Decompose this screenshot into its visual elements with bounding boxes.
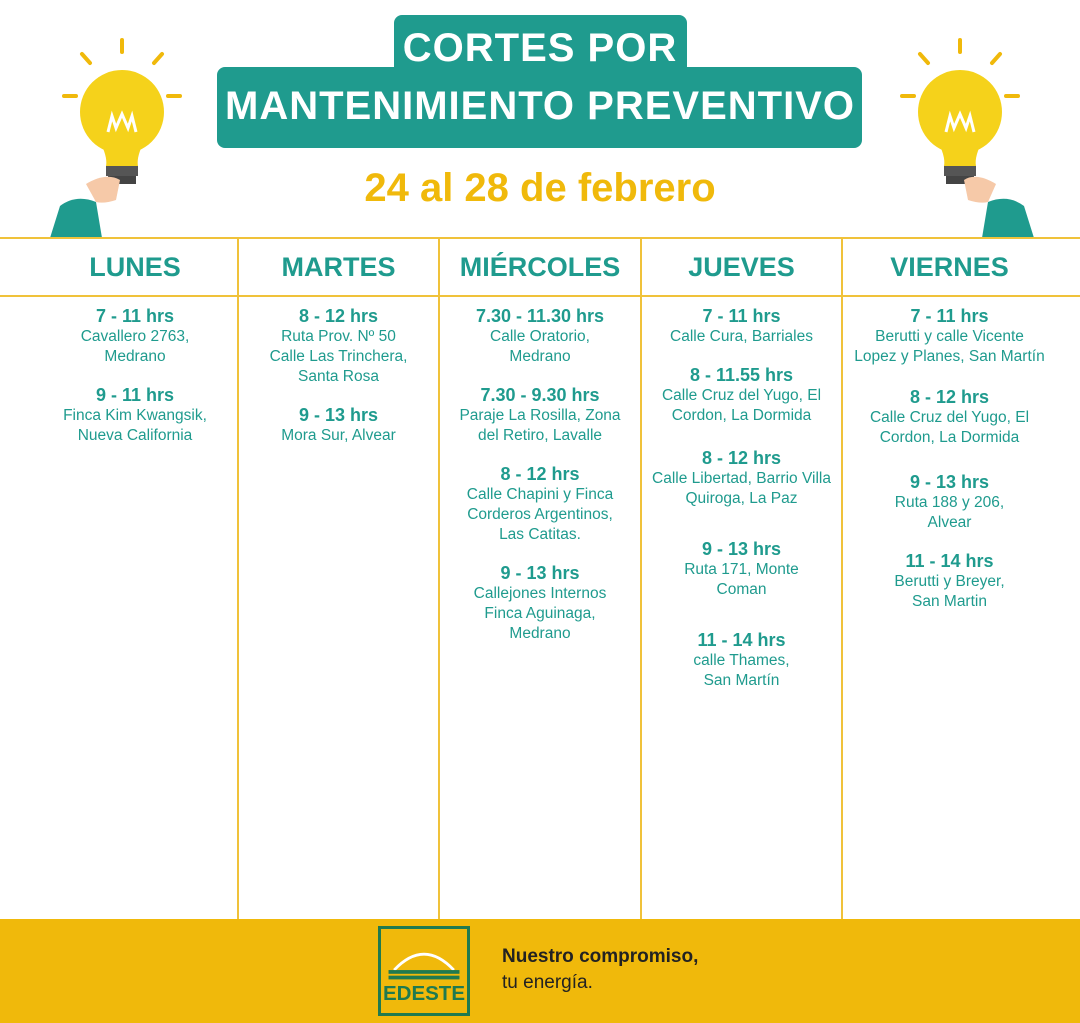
schedule-slot bbox=[33, 385, 237, 446]
schedule-slot bbox=[642, 448, 841, 509]
slot-place: Callejones Internos Finca Aguinaga, Medrano bbox=[473, 585, 607, 642]
slot-time: 7 - 11 hrs bbox=[910, 306, 989, 326]
schedule-slot bbox=[642, 539, 841, 600]
slots-list bbox=[642, 296, 841, 691]
schedule-slot bbox=[843, 551, 1056, 612]
title-line-1: CORTES POR bbox=[402, 26, 678, 70]
slot-place: Calle Libertad, Barrio Villa Quiroga, La Paz bbox=[652, 470, 831, 507]
slot-time: 9 - 13 hrs bbox=[500, 563, 580, 583]
slots-list bbox=[239, 296, 438, 446]
slot-time: 11 - 14 hrs bbox=[697, 630, 786, 650]
slot-place: Berutti y calle Vicente Lopez y Planes, San Martín bbox=[854, 328, 1045, 365]
title-line-2: MANTENIMIENTO PREVENTIVO bbox=[225, 84, 855, 128]
schedule-slot bbox=[239, 405, 438, 446]
slot-place: Calle Oratorio, Medrano bbox=[490, 328, 590, 365]
slot-time: 11 - 14 hrs bbox=[905, 551, 994, 571]
day-column-lunes bbox=[33, 238, 237, 919]
slot-place: Calle Cruz del Yugo, El Cordon, La Dormida bbox=[869, 409, 1030, 446]
logo-text: EDESTE bbox=[382, 981, 466, 1005]
slot-place: Finca Kim Kwangsik, Nueva California bbox=[63, 407, 207, 444]
day-header: MARTES bbox=[281, 251, 396, 282]
edeste-logo bbox=[378, 926, 470, 1016]
slots-list bbox=[440, 296, 640, 644]
schedule-slot bbox=[440, 563, 640, 644]
slot-time: 7 - 11 hrs bbox=[702, 306, 781, 326]
day-header: JUEVES bbox=[688, 251, 795, 282]
slot-time: 7 - 11 hrs bbox=[95, 306, 175, 326]
day-column-miercoles bbox=[440, 238, 640, 919]
slot-place: Cavallero 2763, Medrano bbox=[80, 328, 190, 365]
schedule-slot bbox=[843, 306, 1056, 367]
schedule-slot bbox=[33, 306, 237, 367]
slot-place: Mora Sur, Alvear bbox=[281, 427, 396, 444]
slot-place: Ruta 171, Monte Coman bbox=[684, 561, 799, 598]
slot-time: 8 - 12 hrs bbox=[909, 387, 990, 407]
slots-list bbox=[843, 296, 1056, 612]
day-header: MIÉRCOLES bbox=[459, 251, 621, 282]
slogan-line-2: tu energía. bbox=[502, 972, 593, 993]
slot-place: Paraje La Rosilla, Zona del Retiro, Lavalle bbox=[459, 407, 621, 444]
slot-time: 7.30 - 9.30 hrs bbox=[480, 385, 600, 405]
schedule-slot bbox=[843, 387, 1056, 448]
slot-place: Ruta 188 y 206, Alvear bbox=[894, 494, 1005, 531]
schedule-slot bbox=[642, 306, 841, 347]
schedule-slot bbox=[440, 306, 640, 367]
slot-place: Berutti y Breyer, San Martin bbox=[894, 573, 1005, 610]
schedule-slot bbox=[440, 464, 640, 545]
schedule-slot bbox=[239, 306, 438, 387]
schedule-slot bbox=[642, 365, 841, 426]
schedule-slot bbox=[843, 472, 1056, 533]
slots-list bbox=[33, 296, 237, 446]
lightbulb-hand-icon bbox=[46, 34, 196, 238]
day-header: VIERNES bbox=[890, 251, 1009, 282]
slot-time: 9 - 13 hrs bbox=[701, 539, 782, 559]
footer-bar bbox=[0, 919, 1080, 1023]
slot-time: 9 - 13 hrs bbox=[909, 472, 990, 492]
slot-place: Ruta Prov. Nº 50 Calle Las Trinchera, Santa Rosa bbox=[269, 328, 408, 385]
slot-place: calle Thames, San Martín bbox=[693, 652, 790, 689]
slot-time: 8 - 12 hrs bbox=[500, 464, 580, 484]
day-column-jueves bbox=[642, 238, 841, 919]
slot-time: 9 - 11 hrs bbox=[95, 385, 175, 405]
slot-time: 8 - 12 hrs bbox=[298, 306, 379, 326]
schedule-slot bbox=[642, 630, 841, 691]
schedule-slot bbox=[440, 385, 640, 446]
slot-place: Calle Chapini y Finca Corderos Argentinos, Las Catitas. bbox=[466, 486, 614, 543]
date-subtitle: 24 al 28 de febrero bbox=[364, 166, 716, 210]
slogan-line-1: Nuestro compromiso, bbox=[502, 946, 699, 967]
lightbulb-hand-icon bbox=[888, 34, 1038, 238]
slot-time: 8 - 11.55 hrs bbox=[689, 365, 794, 385]
day-header: LUNES bbox=[89, 251, 181, 282]
slot-place: Calle Cruz del Yugo, El Cordon, La Dormida bbox=[661, 387, 822, 424]
day-column-martes bbox=[239, 238, 438, 919]
slot-time: 7.30 - 11.30 hrs bbox=[475, 306, 605, 326]
slot-time: 8 - 12 hrs bbox=[701, 448, 782, 468]
slot-time: 9 - 13 hrs bbox=[298, 405, 379, 425]
day-column-viernes bbox=[843, 238, 1056, 919]
slot-place: Calle Cura, Barriales bbox=[670, 328, 813, 345]
